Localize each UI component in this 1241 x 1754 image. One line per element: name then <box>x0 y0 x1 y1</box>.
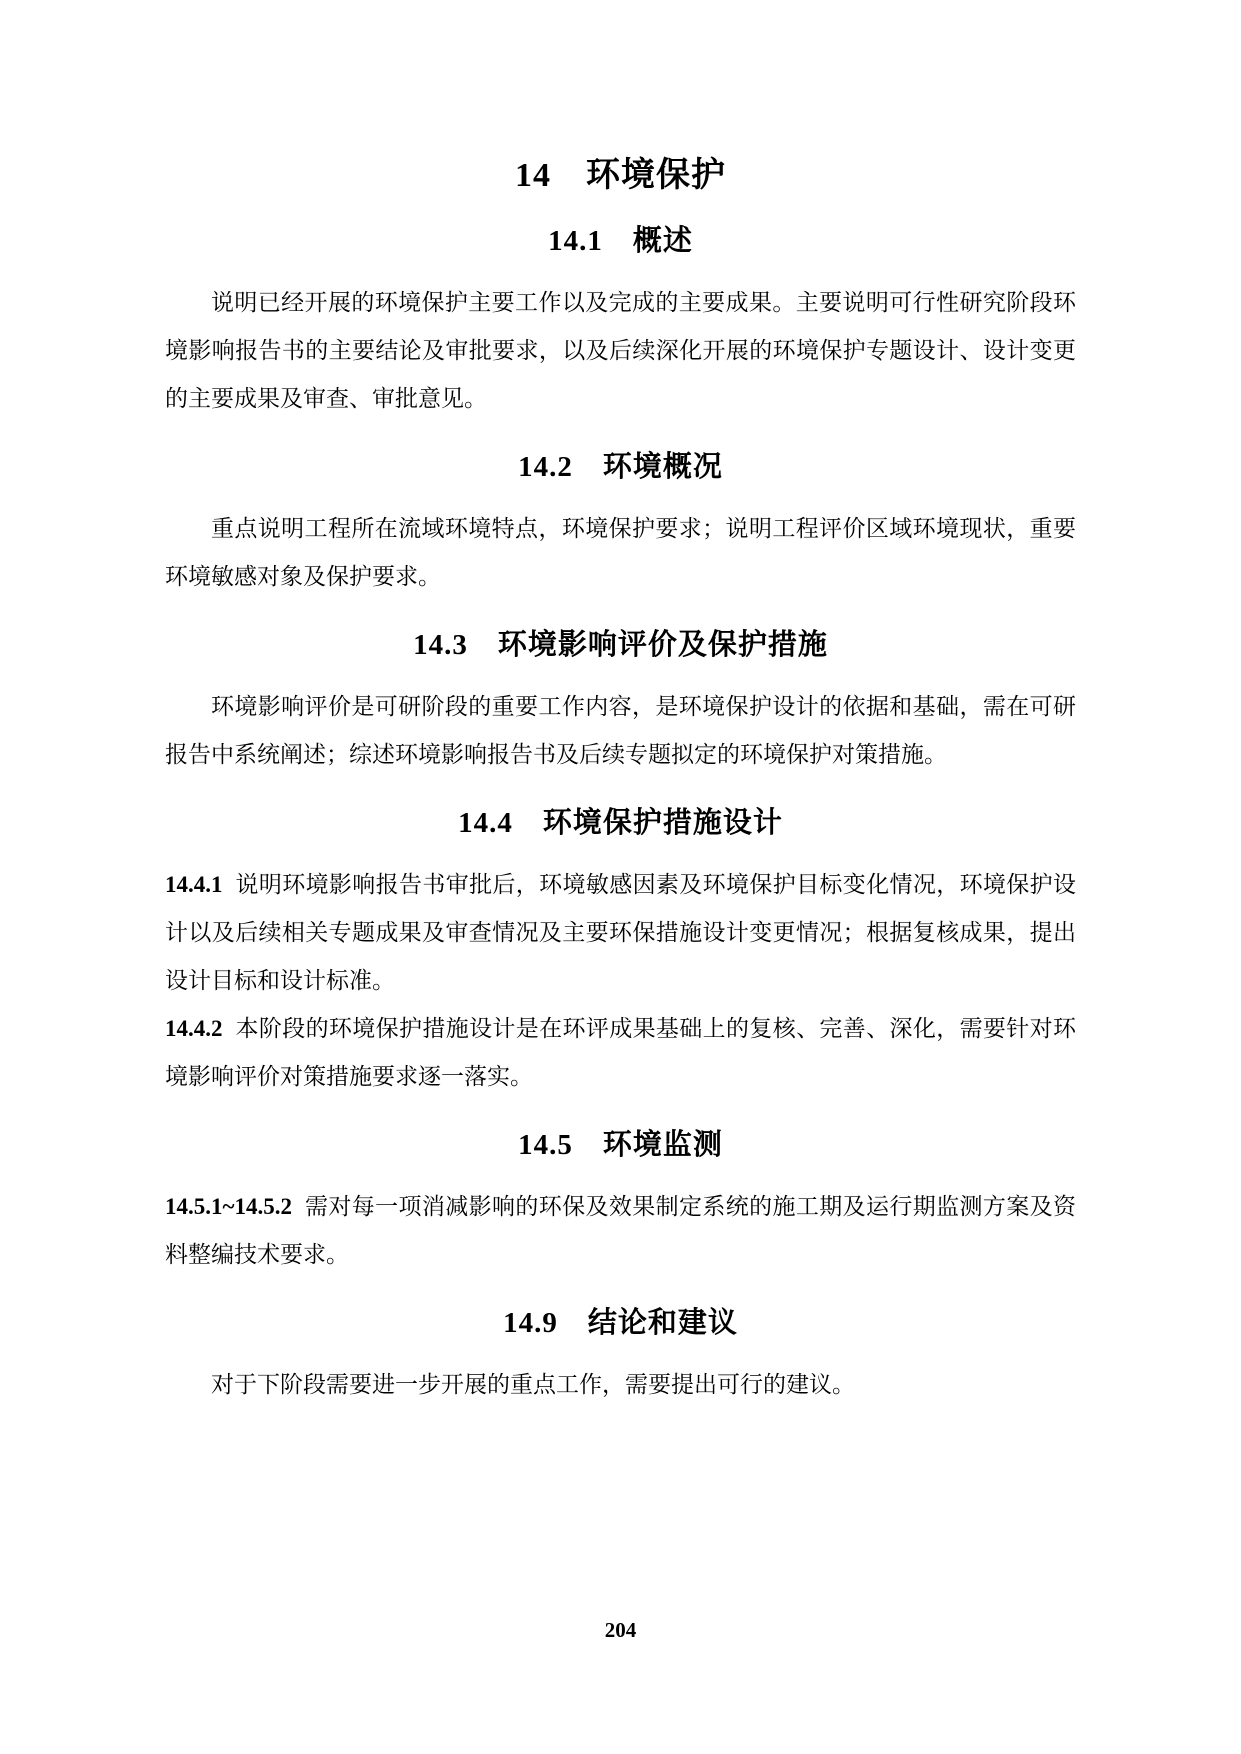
paragraph-14-2: 重点说明工程所在流域环境特点，环境保护要求；说明工程评价区域环境现状，重要环境敏感对象及保护要求。 <box>165 516 1076 589</box>
clause-number-14-4-1: 14.4.1 <box>165 872 223 897</box>
page-number: 204 <box>604 1618 637 1642</box>
section-heading-14-1: 14.1 概述 <box>548 225 693 257</box>
section-heading-14-2: 14.2 环境概况 <box>518 451 723 483</box>
clause-number-14-5-1: 14.5.1~14.5.2 <box>165 1194 292 1219</box>
section-heading-14-4: 14.4 环境保护措施设计 <box>458 807 783 839</box>
paragraph-14-5-1 <box>165 1183 1076 1279</box>
section-heading-14-3: 14.3 环境影响评价及保护措施 <box>413 629 828 661</box>
clause-number-14-4-2: 14.4.2 <box>165 1016 223 1041</box>
section-heading-14-5: 14.5 环境监测 <box>518 1129 723 1161</box>
paragraph-14-4-1 <box>165 861 1076 1005</box>
paragraph-14-3: 环境影响评价是可研阶段的重要工作内容，是环境保护设计的依据和基础，需在可研报告中系统阐述；综述环境影响报告书及后续专题拟定的环境保护对策措施。 <box>165 694 1076 767</box>
paragraph-14-4-2 <box>165 1005 1076 1101</box>
paragraph-14-1: 说明已经开展的环境保护主要工作以及完成的主要成果。主要说明可行性研究阶段环境影响报告书的主要结论及审批要求，以及后续深化开展的环境保护专题设计、设计变更的主要成果及审查、审批意见。 <box>165 290 1076 411</box>
section-heading-14-9: 14.9 结论和建议 <box>503 1307 738 1339</box>
clause-text-14-4-1: 说明环境影响报告书审批后，环境敏感因素及环境保护目标变化情况，环境保护设计以及后续相关专题成果及审查情况及主要环保措施设计变更情况；根据复核成果，提出设计目标和设计标准。 <box>165 872 1076 993</box>
clause-text-14-5-1: 需对每一项消减影响的环保及效果制定系统的施工期及运行期监测方案及资料整编技术要求。 <box>165 1194 1076 1267</box>
clause-text-14-4-2: 本阶段的环境保护措施设计是在环评成果基础上的复核、完善、深化，需要针对环境影响评价对策措施要求逐一落实。 <box>165 1016 1076 1089</box>
paragraph-14-9: 对于下阶段需要进一步开展的重点工作，需要提出可行的建议。 <box>211 1372 855 1397</box>
chapter-title: 14 环境保护 <box>515 157 726 194</box>
